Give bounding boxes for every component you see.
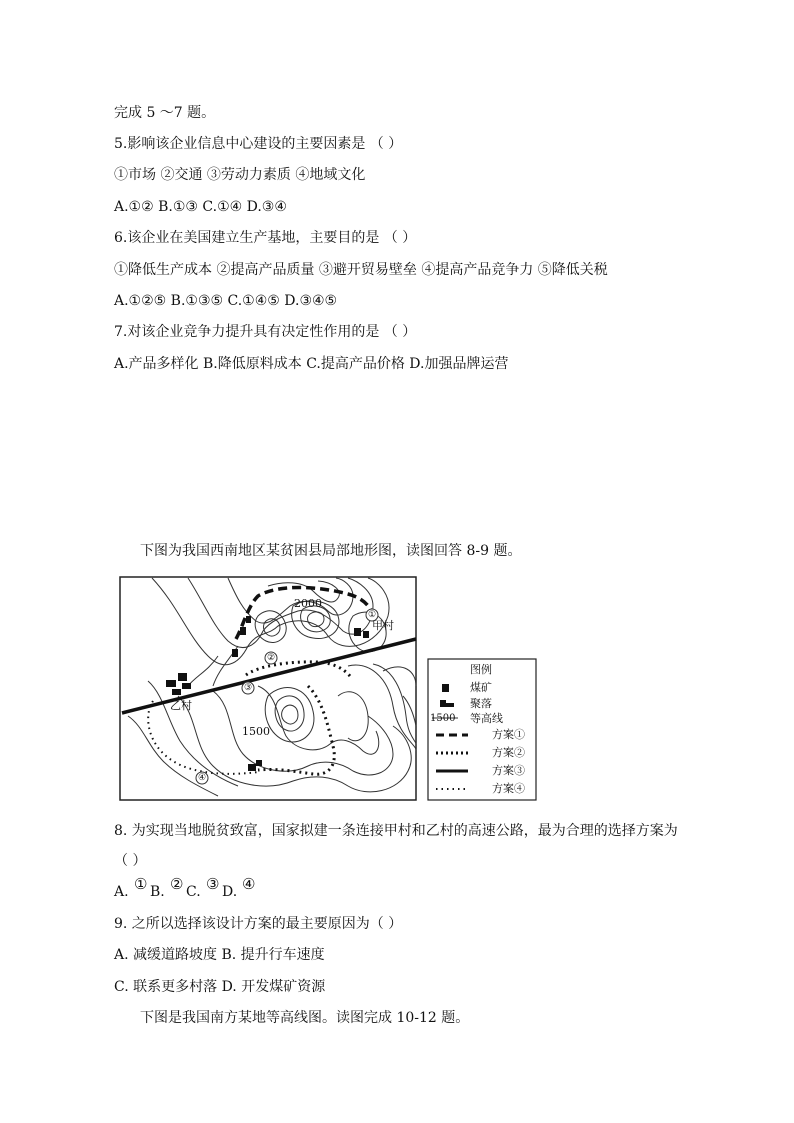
q8-opt-d: D. [222, 884, 238, 900]
village-yi-label: 乙村 [170, 699, 192, 712]
legend-plan3-label: 方案③ [492, 764, 525, 777]
route-mark-3: ③ [244, 683, 253, 693]
coal-mine-icon [240, 627, 246, 635]
q8-stem: 8. 为实现当地脱贫致富，国家拟建一条连接甲村和乙村的高速公路，最为合理的选择方案为 [114, 823, 678, 839]
q8-options [114, 876, 314, 898]
route-mark-1: ① [368, 610, 377, 620]
q6-stem: 6.该企业在美国建立生产基地，主要目的是 （ ） [114, 230, 417, 246]
q8-opt-b: B. [150, 884, 165, 900]
legend-coal-icon [442, 684, 449, 692]
q9-options-row1: A. 减缓道路坡度 B. 提升行车速度 [114, 947, 325, 963]
q6-options: A.①②⑤ B.①③⑤ C.①④⑤ D.③④⑤ [114, 293, 338, 309]
q9-stem: 9. 之所以选择该设计方案的最主要原因为（ ） [114, 916, 403, 932]
legend-settlement-icon [440, 700, 454, 707]
settlement-south-icon [248, 760, 262, 771]
q5-items: ①市场 ②交通 ③劳动力素质 ④地域文化 [114, 167, 366, 183]
intro-10-12: 下图是我国南方某地等高线图。读图完成 10-12 题。 [140, 1010, 470, 1026]
coal-mine-icon [232, 649, 238, 657]
q8-paren: （ ） [114, 853, 147, 869]
settlement-yi-icon [166, 673, 191, 695]
q8-opt-c-mark: ③ [206, 875, 220, 893]
q8-opt-d-mark: ④ [242, 875, 256, 893]
legend-title: 图例 [470, 663, 492, 676]
q8-opt-c: C. [186, 884, 201, 900]
settlement-jia-icon [354, 628, 369, 638]
intro-5-7: 完成 5 ～7 题。 [114, 105, 216, 121]
contour-label-1500: 1500 [242, 725, 270, 738]
legend-settlement-label: 聚落 [470, 697, 492, 710]
legend-contour-label: 等高线 [470, 712, 503, 725]
q5-options: A.①② B.①③ C.①④ D.③④ [114, 199, 287, 215]
legend-contour-value: 1500 [430, 713, 456, 724]
contour-label-2000: 2000 [294, 597, 322, 610]
coal-mine-icon [246, 616, 251, 623]
legend-plan1-label: 方案① [492, 728, 525, 741]
q7-stem: 7.对该企业竞争力提升具有决定性作用的是 （ ） [114, 324, 417, 340]
q5-stem: 5.影响该企业信息中心建设的主要因素是 （ ） [114, 136, 403, 152]
route-mark-2: ② [267, 653, 276, 663]
q9-options-row2: C. 联系更多村落 D. 开发煤矿资源 [114, 979, 326, 995]
route-plan-3 [122, 639, 416, 713]
village-jia-label: 甲村 [372, 619, 394, 632]
route-mark-4: ④ [198, 773, 207, 783]
intro-8-9: 下图为我国西南地区某贫困县局部地形图，读图回答 8-9 题。 [140, 543, 522, 559]
contour-lines-south [128, 646, 416, 796]
legend-plan2-label: 方案② [492, 746, 525, 759]
topographic-map [118, 576, 538, 802]
legend-plan4-label: 方案④ [492, 782, 525, 795]
q8-opt-b-mark: ② [170, 875, 184, 893]
q6-items: ①降低生产成本 ②提高产品质量 ③避开贸易壁垒 ④提高产品竞争力 ⑤降低关税 [114, 262, 608, 278]
q7-options: A.产品多样化 B.降低原料成本 C.提高产品价格 D.加强品牌运营 [114, 356, 509, 372]
legend-coal-label: 煤矿 [470, 681, 492, 694]
q8-opt-a-mark: ① [134, 875, 148, 893]
q8-opt-a: A. [114, 884, 129, 900]
